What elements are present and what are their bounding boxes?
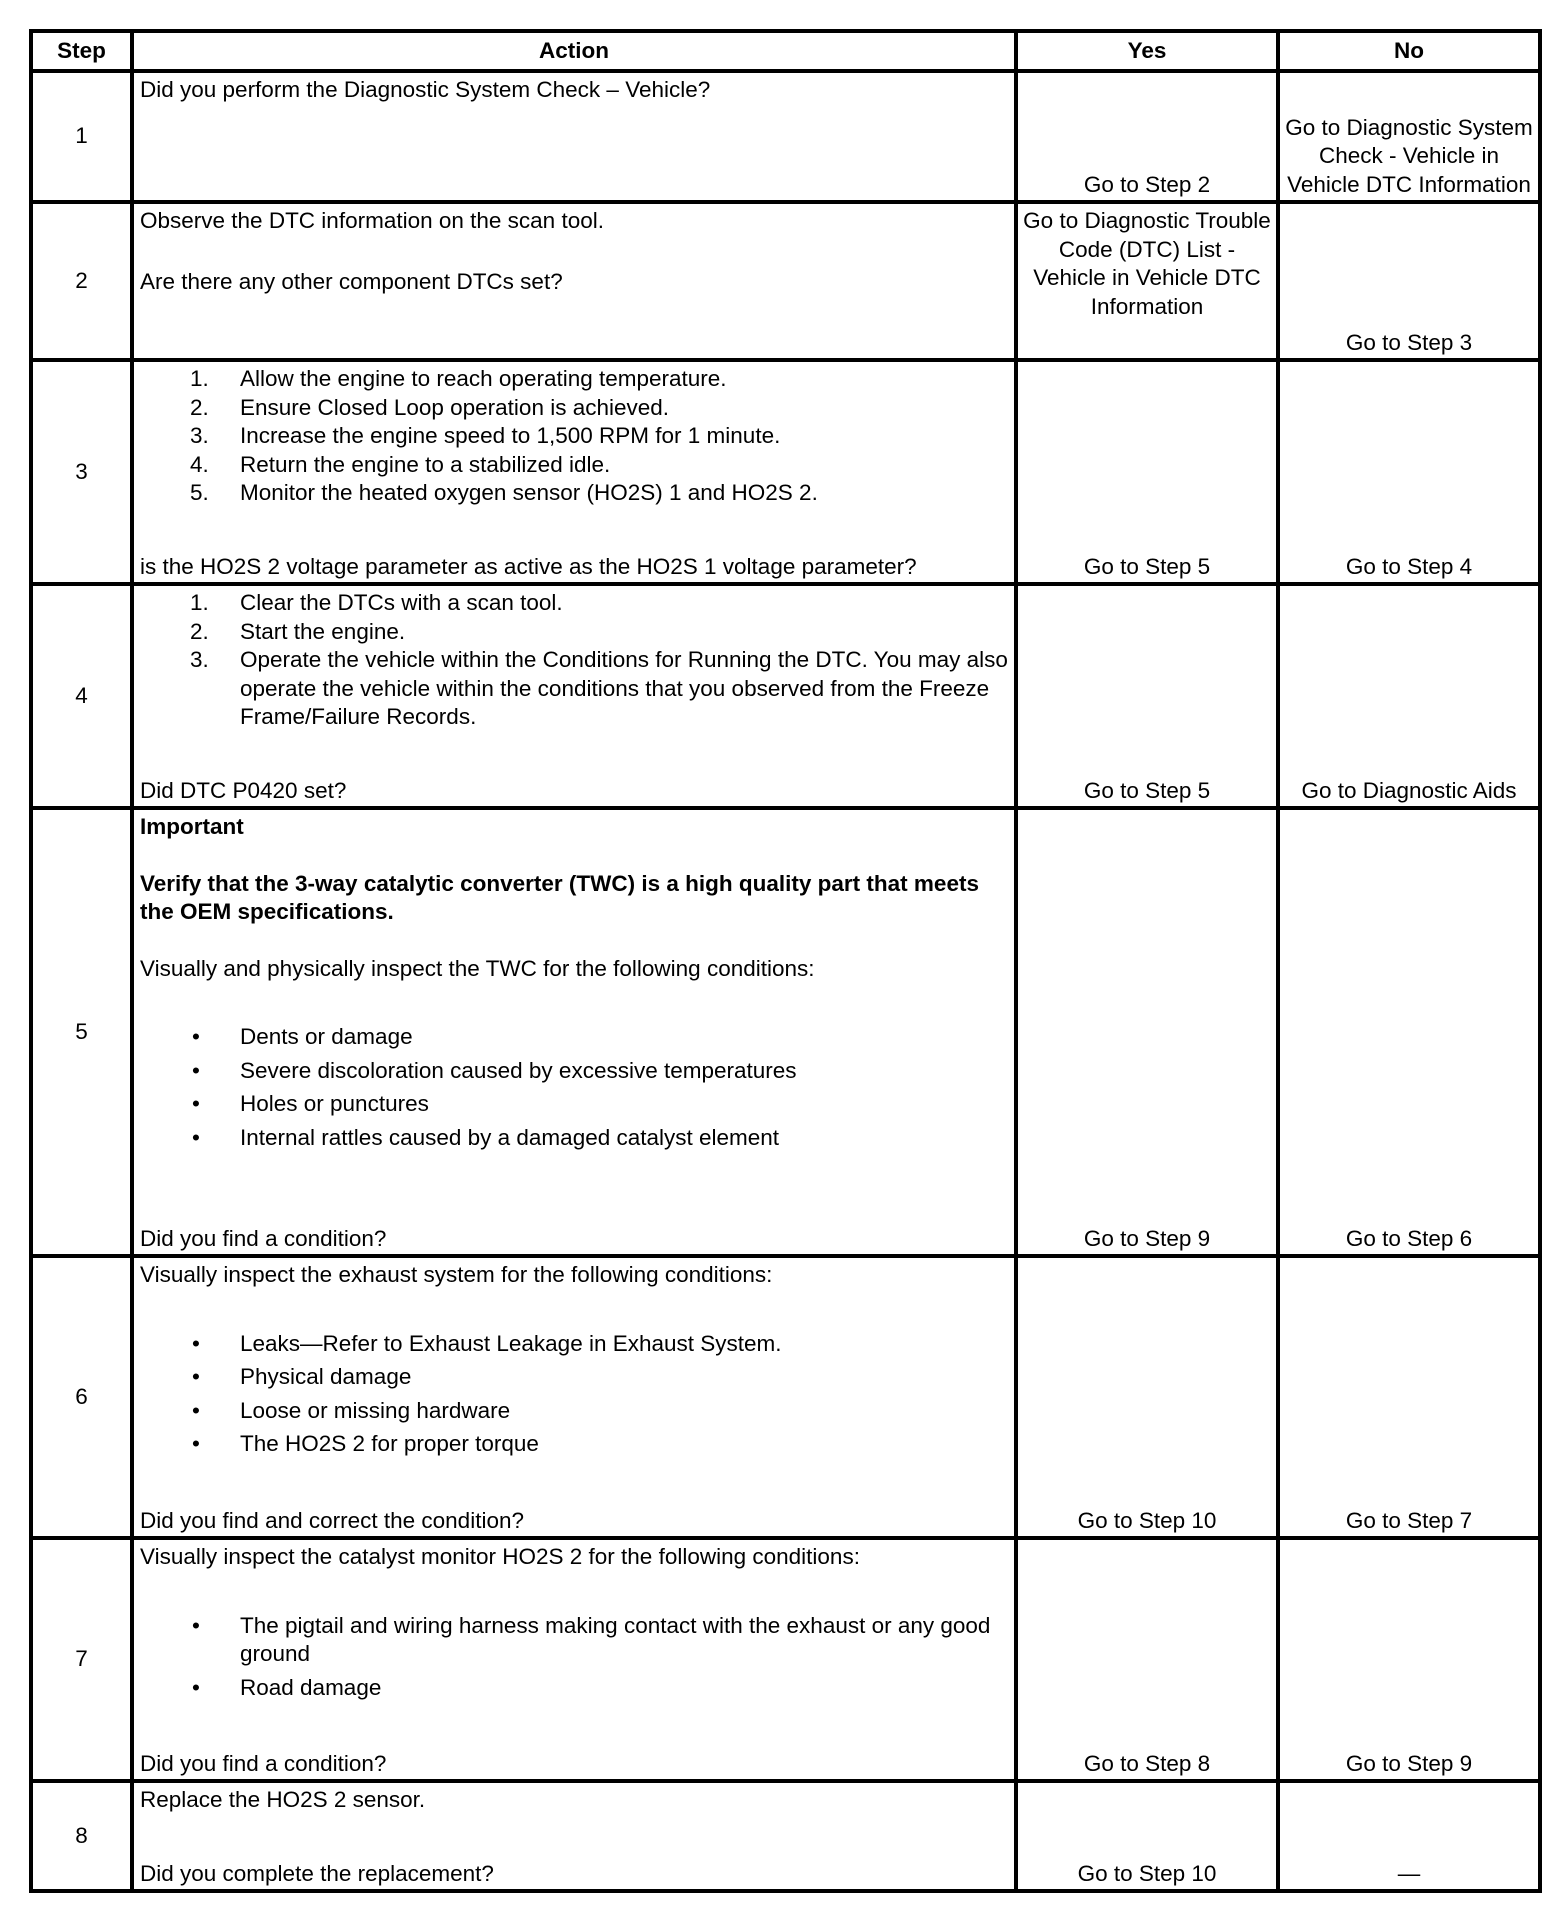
action-intro: Visually inspect the exhaust system for the following conditions: [140,1262,773,1287]
numbered-list [140,365,1014,508]
yes-cell [1016,360,1278,584]
list-item: • The HO2S 2 for proper torque [140,1430,1014,1459]
action-cell [132,360,1016,584]
no-cell [1278,1781,1540,1891]
list-item: • Severe discoloration caused by excessive temperatures [140,1057,1014,1086]
yes-result: Go to Step 8 [1083,1750,1211,1776]
list-item: • Internal rattles caused by a damaged catalyst element [140,1124,1014,1153]
step-number: 5 [31,808,132,1256]
list-item: • Road damage [140,1674,1014,1703]
important-label: Important [140,814,244,839]
no-result: Go to Diagnostic Aids [1301,777,1517,803]
step-number: 4 [31,584,132,808]
step-number: 6 [31,1256,132,1538]
table-row [31,202,1540,360]
list-item: • Holes or punctures [140,1090,1014,1119]
action-intro: Visually inspect the catalyst monitor HO2S 2 for the following conditions: [140,1544,860,1569]
numbered-list [140,589,1014,732]
table-row [31,584,1540,808]
no-result: Go to Step 3 [1345,329,1473,355]
header-row [31,31,1540,71]
table-row [31,71,1540,202]
header-yes: Yes [1016,31,1278,71]
action-intro: Visually and physically inspect the TWC for the following conditions: [140,955,815,981]
list-item: 4. Return the engine to a stabilized idle. [190,451,611,477]
action-question: Did you find a condition? [140,1225,387,1251]
list-item: • Physical damage [140,1363,1014,1392]
step-number: 8 [31,1781,132,1891]
yes-cell [1016,202,1278,360]
yes-result: Go to Diagnostic Trouble Code (DTC) List - Vehicle in Vehicle DTC Information [1023,208,1271,319]
bullet-list [140,1330,1014,1459]
action-question: Did you complete the replacement? [140,1860,494,1886]
action-text: Observe the DTC information on the scan tool. [140,208,604,233]
action-text: Did you perform the Diagnostic System Check – Vehicle? [140,77,711,102]
no-result: Go to Step 6 [1345,1225,1473,1251]
no-cell [1278,1256,1540,1538]
yes-cell [1016,1781,1278,1891]
yes-result: Go to Step 10 [1077,1860,1217,1886]
table-row [31,808,1540,1256]
action-question: Did you find and correct the condition? [140,1507,524,1533]
action-cell [132,71,1016,202]
header-step: Step [31,31,132,71]
no-result: Go to Step 4 [1345,553,1473,579]
table-row [31,1781,1540,1891]
list-item: 5. Monitor the heated oxygen sensor (HO2S) 1 and HO2S 2. [190,480,818,505]
yes-cell [1016,71,1278,202]
list-item: 2. Ensure Closed Loop operation is achieved. [190,394,670,420]
no-result: Go to Diagnostic System Check - Vehicle in Vehicle DTC Information [1285,114,1533,197]
yes-cell [1016,1538,1278,1781]
yes-result: Go to Step 5 [1083,777,1211,803]
yes-cell [1016,584,1278,808]
list-item: 3. Increase the engine speed to 1,500 RPM for 1 minute. [190,423,781,448]
action-question: Did DTC P0420 set? [140,777,347,803]
no-result: — [1397,1860,1421,1886]
header-action: Action [132,31,1016,71]
table-row [31,1256,1540,1538]
no-cell [1278,71,1540,202]
list-item: 1. Allow the engine to reach operating temperature. [190,366,727,391]
important-text: Verify that the 3-way catalytic converter (TWC) is a high quality part that meets the OEM specifications. [140,870,979,924]
table-row [31,360,1540,584]
yes-result: Go to Step 10 [1077,1507,1217,1533]
bullet-list [140,1612,1014,1703]
yes-cell [1016,1256,1278,1538]
no-cell [1278,808,1540,1256]
action-question: Did you find a condition? [140,1750,387,1776]
no-cell [1278,202,1540,360]
no-result: Go to Step 7 [1345,1507,1473,1533]
step-number: 1 [31,71,132,202]
action-cell [132,1538,1016,1781]
list-item: 1. Clear the DTCs with a scan tool. [190,590,563,615]
yes-result: Go to Step 5 [1083,553,1211,579]
action-text: Replace the HO2S 2 sensor. [140,1787,426,1812]
yes-result: Go to Step 9 [1083,1225,1211,1251]
step-number: 2 [31,202,132,360]
action-question: is the HO2S 2 voltage parameter as active as the HO2S 1 voltage parameter? [140,553,917,579]
action-cell [132,808,1016,1256]
action-cell [132,1256,1016,1538]
yes-result: Go to Step 2 [1083,171,1211,197]
no-cell [1278,584,1540,808]
no-cell [1278,360,1540,584]
diagnostic-table [29,29,1542,1893]
list-item: 3. Operate the vehicle within the Conditions for Running the DTC. You may also operate the vehicle within the conditions that you observed from the Freeze Frame/Failure Records. [190,647,1008,729]
list-item: • Loose or missing hardware [140,1397,1014,1426]
list-item: • Dents or damage [140,1023,1014,1052]
action-cell [132,1781,1016,1891]
action-cell [132,202,1016,360]
bullet-list [140,1023,1014,1152]
list-item: • The pigtail and wiring harness making contact with the exhaust or any good ground [140,1612,1014,1669]
step-number: 3 [31,360,132,584]
yes-cell [1016,808,1278,1256]
table-row [31,1538,1540,1781]
action-cell [132,584,1016,808]
no-result: Go to Step 9 [1345,1750,1473,1776]
step-number: 7 [31,1538,132,1781]
list-item: • Leaks—Refer to Exhaust Leakage in Exhaust System. [140,1330,1014,1359]
no-cell [1278,1538,1540,1781]
header-no: No [1278,31,1540,71]
action-question: Are there any other component DTCs set? [140,269,563,294]
list-item: 2. Start the engine. [190,618,406,644]
